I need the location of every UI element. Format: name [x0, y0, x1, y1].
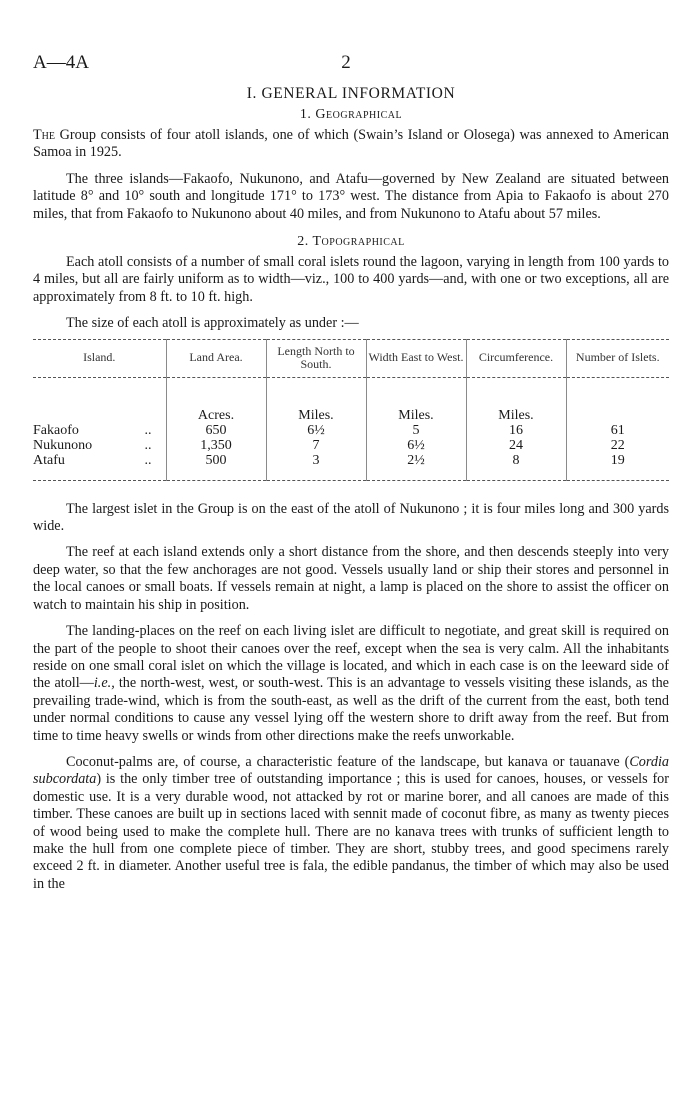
width-cell: 6½ [366, 438, 466, 453]
column-header: Width East to West. [366, 339, 466, 377]
running-header [33, 52, 669, 78]
table-header-row [33, 339, 669, 377]
table-bottom-rule [33, 480, 669, 481]
island-name: Fakaofo [33, 422, 79, 438]
length-cell: 3 [266, 453, 366, 481]
unit-cell [566, 408, 669, 423]
unit-cell: Acres. [166, 408, 266, 423]
length-cell: 7 [266, 438, 366, 453]
land-area-cell: 1,350 [166, 438, 266, 453]
paragraph-text: Coconut-palms are, of course, a characteristic feature of the landscape, but kanava or tauanave ( [66, 753, 630, 770]
length-cell: 6½ [266, 423, 366, 438]
table-units-row [33, 408, 669, 423]
document-page [33, 52, 669, 893]
land-area-cell: 500 [166, 453, 266, 481]
column-header: Island. [33, 339, 166, 377]
table-spacer-row [33, 377, 669, 408]
table-row [33, 453, 669, 481]
circumference-cell: 16 [466, 423, 566, 438]
leader-dots: .. [144, 437, 152, 453]
table-row [33, 423, 669, 438]
section-title: I. GENERAL INFORMATION [246, 85, 456, 102]
unit-cell [33, 408, 166, 423]
subsection-heading-geographical: 1. Geographical [299, 107, 403, 122]
species-name: Cordia subcordata [33, 753, 669, 788]
land-area-cell: 650 [166, 423, 266, 438]
circumference-cell: 24 [466, 438, 566, 453]
islets-cell: 61 [566, 423, 669, 438]
paragraph-landing-places [33, 623, 669, 745]
paragraph-reef: The reef at each island extends only a short distance from the shore, and then descends steeply into very deep water, so that the few anchorages are not good. Vessels usually land or ship their stores and personnel in the local canoes or small boats. If vessels remain at night, a lamp is placed on the shore to assist the officer on watch to maintain his ship in position. [33, 544, 669, 613]
document-reference: A—4A [33, 52, 89, 73]
lead-word: The [33, 127, 55, 143]
circumference-cell: 8 [466, 453, 566, 481]
paragraph-group-composition [33, 127, 669, 162]
paragraph-location: The three islands—Fakaofo, Nukunono, and Atafu—governed by New Zealand are situated between latitude 8° and 10° south and longitude 171° to 173° west. The distance from Apia to Fakaofo is about 270 miles, that from Fakaofo to Nukunono about 40 miles, and from Nukunono to Atafu about 57 miles. [33, 170, 669, 222]
unit-cell: Miles. [466, 408, 566, 423]
paragraph-text: Group consists of four atoll islands, one of which (Swain’s Island or Olosega) was annexed to American Samoa in 1925. [33, 127, 669, 161]
leader-dots: .. [144, 452, 152, 468]
unit-cell: Miles. [366, 408, 466, 423]
column-header: Circumference. [466, 339, 566, 377]
column-header: Number of Islets. [566, 339, 669, 377]
table-intro: The size of each atoll is approximately as under :— [66, 315, 359, 332]
atoll-size-table [33, 339, 669, 481]
islets-cell: 19 [566, 453, 669, 481]
paragraph-text: ) is the only timber tree of outstanding importance ; this is used for canoes, houses, or vessels for domestic use. It is a very durable wood, not attacked by rot or marine borer, and all canoes are made of this timber. These canoes are built up in sections laced with sennit made of coconut fibre, as many as twenty pieces of wood being used to make the complete hull. There are no kanava trees with trunks of sufficient length to make the hull from one complete piece of timber. They are short, stubby trees, and good specimens rarely exceed 2 ft. in diameter. Another useful tree is fala, the edible pandanus, the timber of which may also be used in the [33, 771, 669, 892]
island-cell [33, 453, 166, 481]
italic-abbreviation: i.e., [93, 675, 115, 692]
width-cell: 2½ [366, 453, 466, 481]
paragraph-text: the north-west, west, or south-west. This is an advantage to vessels visiting these islands, as the prevailing trade-wind, which is from the south-east, as well as the drift of the current from the east, both tend under normal conditions to cause any vessel lying off the western shore to drift away from the reef. But from time to time heavy swells or winds from other directions make the reefs unworkable. [33, 675, 669, 744]
island-cell [33, 423, 166, 438]
leader-dots: .. [144, 422, 152, 438]
paragraph-atoll-structure: Each atoll consists of a number of small coral islets round the lagoon, varying in length from 100 yards to 4 miles, but all are fairly uniform as to width—viz., 100 to 400 yards—and, with one or two exceptions, all are approximately from 8 ft. to 10 ft. high. [33, 254, 669, 305]
column-header: Length North to South. [266, 339, 366, 377]
width-cell: 5 [366, 423, 466, 438]
table-row [33, 438, 669, 453]
paragraph-text: The landing-places on the reef on each living islet are difficult to negotiate, and great skill is required on the part of the people to shoot their canoes over the reef, except when the sea is very calm. All the inhabitants reside on one small coral islet on which the village is located, and which in each case is on the leeward side of the atoll— [33, 623, 669, 692]
column-header: Land Area. [166, 339, 266, 377]
island-name: Atafu [33, 452, 65, 468]
subsection-heading-topographical: 2. Topographical [297, 234, 405, 250]
paragraph-vegetation [33, 754, 669, 893]
page-number: 2 [341, 52, 351, 73]
paragraph-largest-islet: The largest islet in the Group is on the east of the atoll of Nukunono ; it is four miles long and 300 yards wide. [33, 500, 669, 535]
island-name: Nukunono [33, 437, 93, 453]
island-cell [33, 438, 166, 453]
islets-cell: 22 [566, 438, 669, 453]
unit-cell: Miles. [266, 408, 366, 423]
